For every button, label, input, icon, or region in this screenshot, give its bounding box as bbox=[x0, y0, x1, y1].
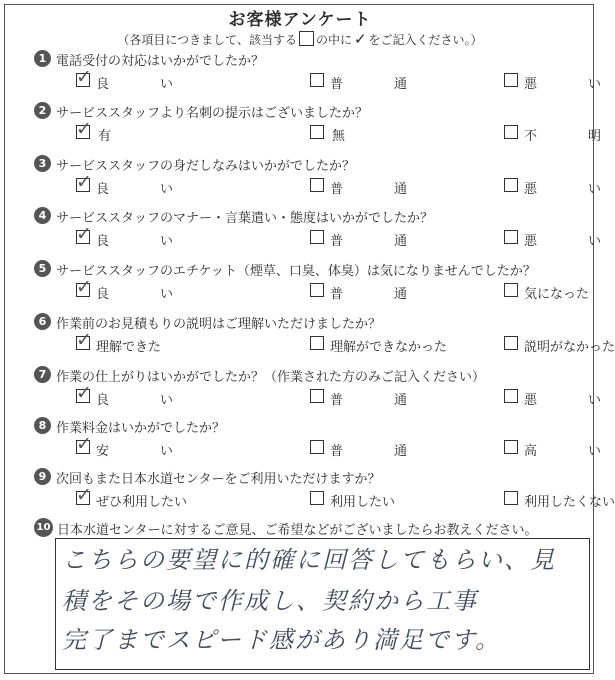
checkbox[interactable] bbox=[504, 336, 518, 350]
checkmark-icon: ✓ bbox=[76, 66, 92, 88]
option-label: 無 bbox=[332, 129, 346, 144]
option-label: 良 bbox=[96, 393, 110, 408]
checkmark-icon: ✓ bbox=[76, 484, 92, 506]
question-number-badge: 6 bbox=[34, 313, 51, 330]
question-text: サービススタッフの身だしなみはいかがでしたか？ bbox=[56, 159, 356, 174]
checkbox[interactable] bbox=[76, 118, 92, 140]
option-label-suffix: 通 bbox=[394, 234, 408, 249]
question-text: 作業前のお見積もりの説明はご理解いただけましたか？ bbox=[56, 317, 382, 332]
option-label: 利用したい bbox=[330, 495, 396, 510]
checkbox[interactable] bbox=[76, 276, 92, 298]
checkbox[interactable] bbox=[76, 433, 92, 455]
option-label: ぜひ利用したい bbox=[96, 495, 188, 510]
option-label: 普 bbox=[330, 393, 344, 408]
checkbox[interactable] bbox=[310, 389, 324, 403]
option-label-suffix: い bbox=[588, 182, 602, 197]
option-label: 良 bbox=[96, 287, 110, 302]
option-label-suffix: い bbox=[160, 182, 174, 197]
instruction-text-after: をご記入ください。） bbox=[368, 33, 483, 47]
checkbox[interactable] bbox=[76, 223, 92, 245]
question-text: 日本水道センターに対するご意見、ご希望などがございましたらお教えください。 bbox=[57, 523, 538, 538]
checkbox[interactable] bbox=[504, 440, 518, 454]
question-4 bbox=[36, 207, 602, 259]
option-label: 悪 bbox=[524, 182, 538, 197]
option-label: 普 bbox=[330, 234, 344, 249]
checkbox[interactable] bbox=[310, 336, 324, 350]
option-label: 理解ができなかった bbox=[330, 340, 448, 355]
checkmark-icon: ✓ bbox=[76, 276, 92, 298]
option-label: 普 bbox=[330, 287, 344, 302]
question-7 bbox=[36, 366, 602, 418]
checkbox[interactable] bbox=[504, 178, 518, 192]
checkmark-icon: ✓ bbox=[76, 223, 92, 245]
checkmark-icon: ✓ bbox=[76, 433, 92, 455]
question-number-badge: 8 bbox=[34, 417, 51, 434]
option-label-suffix: い bbox=[588, 444, 602, 459]
option-label: 有 bbox=[98, 129, 112, 144]
checkbox[interactable] bbox=[504, 73, 518, 87]
instruction-line bbox=[0, 30, 600, 48]
instruction-text-middle: の中に bbox=[315, 33, 352, 47]
question-number-badge: 1 bbox=[34, 50, 51, 67]
handwritten-line-3: 完了までスピード感があり満足です。 bbox=[62, 626, 502, 654]
question-text: 作業の仕上がりはいかがでしたか？（作業された方のみご記入ください） bbox=[56, 370, 486, 385]
question-number-badge: 4 bbox=[34, 207, 51, 224]
option-label-suffix: い bbox=[160, 77, 174, 92]
option-label: 理解できた bbox=[96, 340, 162, 355]
option-label: 良 bbox=[96, 77, 110, 92]
option-label: 良 bbox=[96, 234, 110, 249]
option-label: 不 bbox=[524, 129, 584, 144]
option-label-suffix: 通 bbox=[394, 77, 408, 92]
instruction-text-before: （各項目につきまして、該当する bbox=[117, 33, 297, 47]
handwritten-line-1: こちらの要望に的確に回答してもらい、見 bbox=[62, 546, 556, 574]
question-text: サービススタッフのマナー・言葉遣い・態度はいかがでしたか？ bbox=[56, 211, 434, 226]
question-number-badge: 9 bbox=[34, 468, 51, 485]
question-6 bbox=[36, 313, 615, 365]
option-label-suffix: 通 bbox=[394, 393, 408, 408]
question-text: サービススタッフより名刺の提示はございましたか？ bbox=[56, 106, 369, 121]
checkbox[interactable] bbox=[310, 283, 324, 297]
option-label: 悪 bbox=[524, 77, 538, 92]
question-5 bbox=[36, 260, 596, 312]
checkbox[interactable] bbox=[310, 230, 324, 244]
option-label: 良 bbox=[96, 182, 110, 197]
checkbox[interactable] bbox=[310, 491, 324, 505]
option-label-suffix: い bbox=[588, 393, 602, 408]
question-number-badge: 7 bbox=[34, 366, 51, 383]
option-label: 安 bbox=[96, 444, 110, 459]
option-label: 悪 bbox=[524, 393, 538, 408]
question-number-badge: 3 bbox=[34, 155, 51, 172]
checkbox[interactable] bbox=[504, 230, 518, 244]
checkbox[interactable] bbox=[504, 491, 518, 505]
question-text: 電話受付の対応はいかがでしたか？ bbox=[56, 54, 265, 69]
checkbox[interactable] bbox=[76, 329, 92, 351]
checkbox[interactable] bbox=[310, 125, 324, 139]
checkbox[interactable] bbox=[504, 125, 518, 139]
question-text: サービススタッフのエチケット（煙草、口臭、体臭）は気になりませんでしたか？ bbox=[56, 264, 536, 279]
handwritten-line-2: 積をその場で作成し、契約から工事 bbox=[62, 587, 478, 615]
question-1 bbox=[36, 50, 602, 102]
example-checkmark-icon: ✓ bbox=[353, 30, 367, 48]
question-9 bbox=[36, 468, 615, 520]
option-label: 普 bbox=[330, 444, 344, 459]
checkmark-icon: ✓ bbox=[76, 382, 92, 404]
checkbox[interactable] bbox=[504, 283, 518, 297]
checkmark-icon: ✓ bbox=[76, 329, 92, 351]
question-3 bbox=[36, 155, 602, 207]
checkbox[interactable] bbox=[504, 389, 518, 403]
checkbox[interactable] bbox=[310, 178, 324, 192]
option-label-suffix: い bbox=[160, 444, 174, 459]
option-label: 普 bbox=[330, 182, 344, 197]
option-label: 高 bbox=[524, 444, 538, 459]
option-label: 利用したくない bbox=[524, 495, 615, 510]
example-checkbox-icon bbox=[299, 31, 314, 46]
option-label-suffix: 通 bbox=[394, 287, 408, 302]
option-label-suffix: 通 bbox=[394, 444, 408, 459]
checkbox[interactable] bbox=[76, 171, 92, 193]
question-number-badge: 5 bbox=[34, 260, 51, 277]
checkbox[interactable] bbox=[76, 66, 92, 88]
option-label-suffix: い bbox=[588, 234, 602, 249]
option-label: 気になった bbox=[524, 287, 590, 302]
option-label-suffix: い bbox=[160, 287, 174, 302]
question-2 bbox=[36, 102, 602, 154]
question-text: 次回もまた日本水道センターをご利用いただけますか？ bbox=[56, 472, 381, 487]
checkbox[interactable] bbox=[76, 484, 92, 506]
option-label-suffix: 明 bbox=[588, 129, 602, 144]
question-number-badge: 2 bbox=[34, 102, 51, 119]
option-label: 悪 bbox=[524, 234, 538, 249]
checkbox[interactable] bbox=[310, 440, 324, 454]
option-label-suffix: い bbox=[588, 77, 602, 92]
checkbox[interactable] bbox=[310, 73, 324, 87]
option-label: 説明がなかった bbox=[524, 340, 615, 355]
question-number-badge: 10 bbox=[34, 518, 53, 537]
option-label-suffix: い bbox=[160, 393, 174, 408]
checkbox[interactable] bbox=[76, 382, 92, 404]
checkmark-icon: ✓ bbox=[76, 118, 92, 140]
survey-title: お客様アンケート bbox=[228, 10, 372, 30]
question-8 bbox=[36, 417, 602, 469]
option-label-suffix: 通 bbox=[394, 182, 408, 197]
checkmark-icon: ✓ bbox=[76, 171, 92, 193]
option-label-suffix: い bbox=[160, 234, 174, 249]
option-label: 普 bbox=[330, 77, 344, 92]
question-text: 作業料金はいかがでしたか？ bbox=[56, 421, 226, 436]
